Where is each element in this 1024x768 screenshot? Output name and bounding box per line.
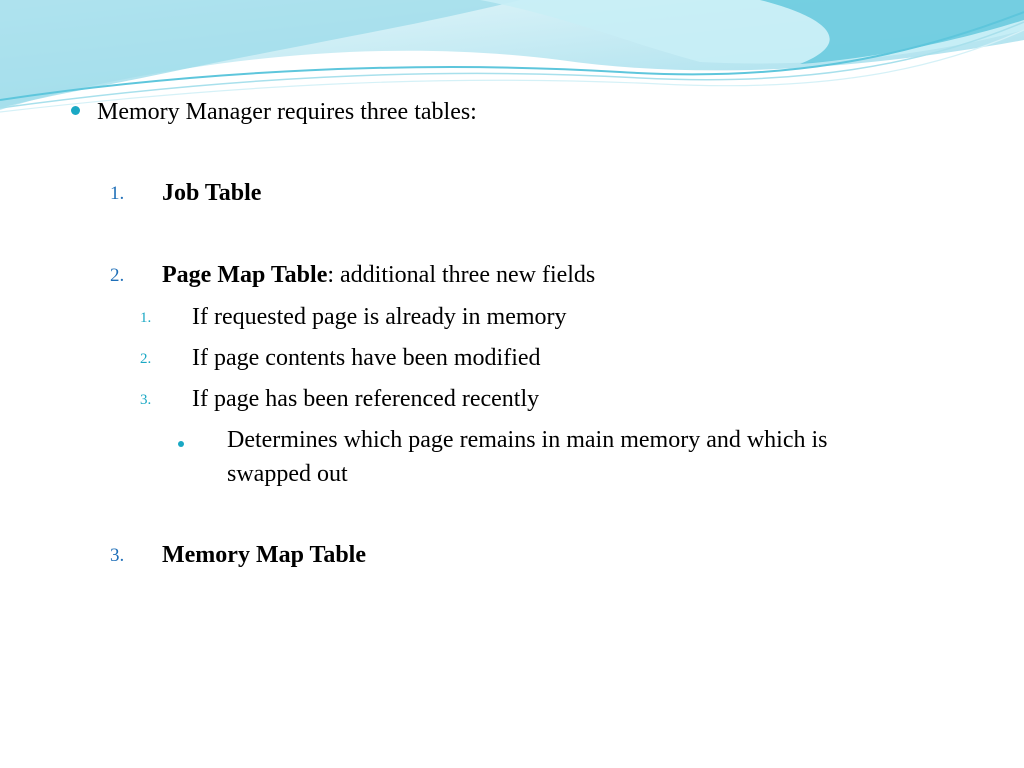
subitem-1-number: 1. [140, 310, 152, 326]
subitem-2-text: If page contents have been modified [192, 345, 541, 371]
subitem-3-number: 3. [140, 392, 152, 408]
item-1-title: Job Table [162, 180, 262, 206]
subitem-2-number: 2. [140, 351, 152, 367]
item-3-title-line [162, 538, 366, 572]
item-3-title: Memory Map Table [162, 542, 366, 568]
note-line-2: swapped out [227, 461, 348, 487]
item-3-number: 3. [110, 545, 125, 566]
subitem-1-text: If requested page is already in memory [192, 304, 567, 330]
item-2-title: Page Map Table [162, 262, 328, 288]
intro-text: Memory Manager requires three tables: [97, 99, 477, 125]
nested-bullet-icon [178, 441, 184, 447]
item-1-number: 1. [110, 183, 125, 204]
note-line-1: Determines which page remains in main memory and which is [227, 427, 828, 453]
item-1-title-line [162, 176, 261, 210]
item-2-description: : additional three new fields [327, 262, 596, 288]
bullet-icon [71, 106, 80, 115]
subitem-3-text: If page has been referenced recently [192, 386, 540, 412]
item-2-title-line [162, 258, 595, 292]
item-2-number: 2. [110, 265, 125, 286]
